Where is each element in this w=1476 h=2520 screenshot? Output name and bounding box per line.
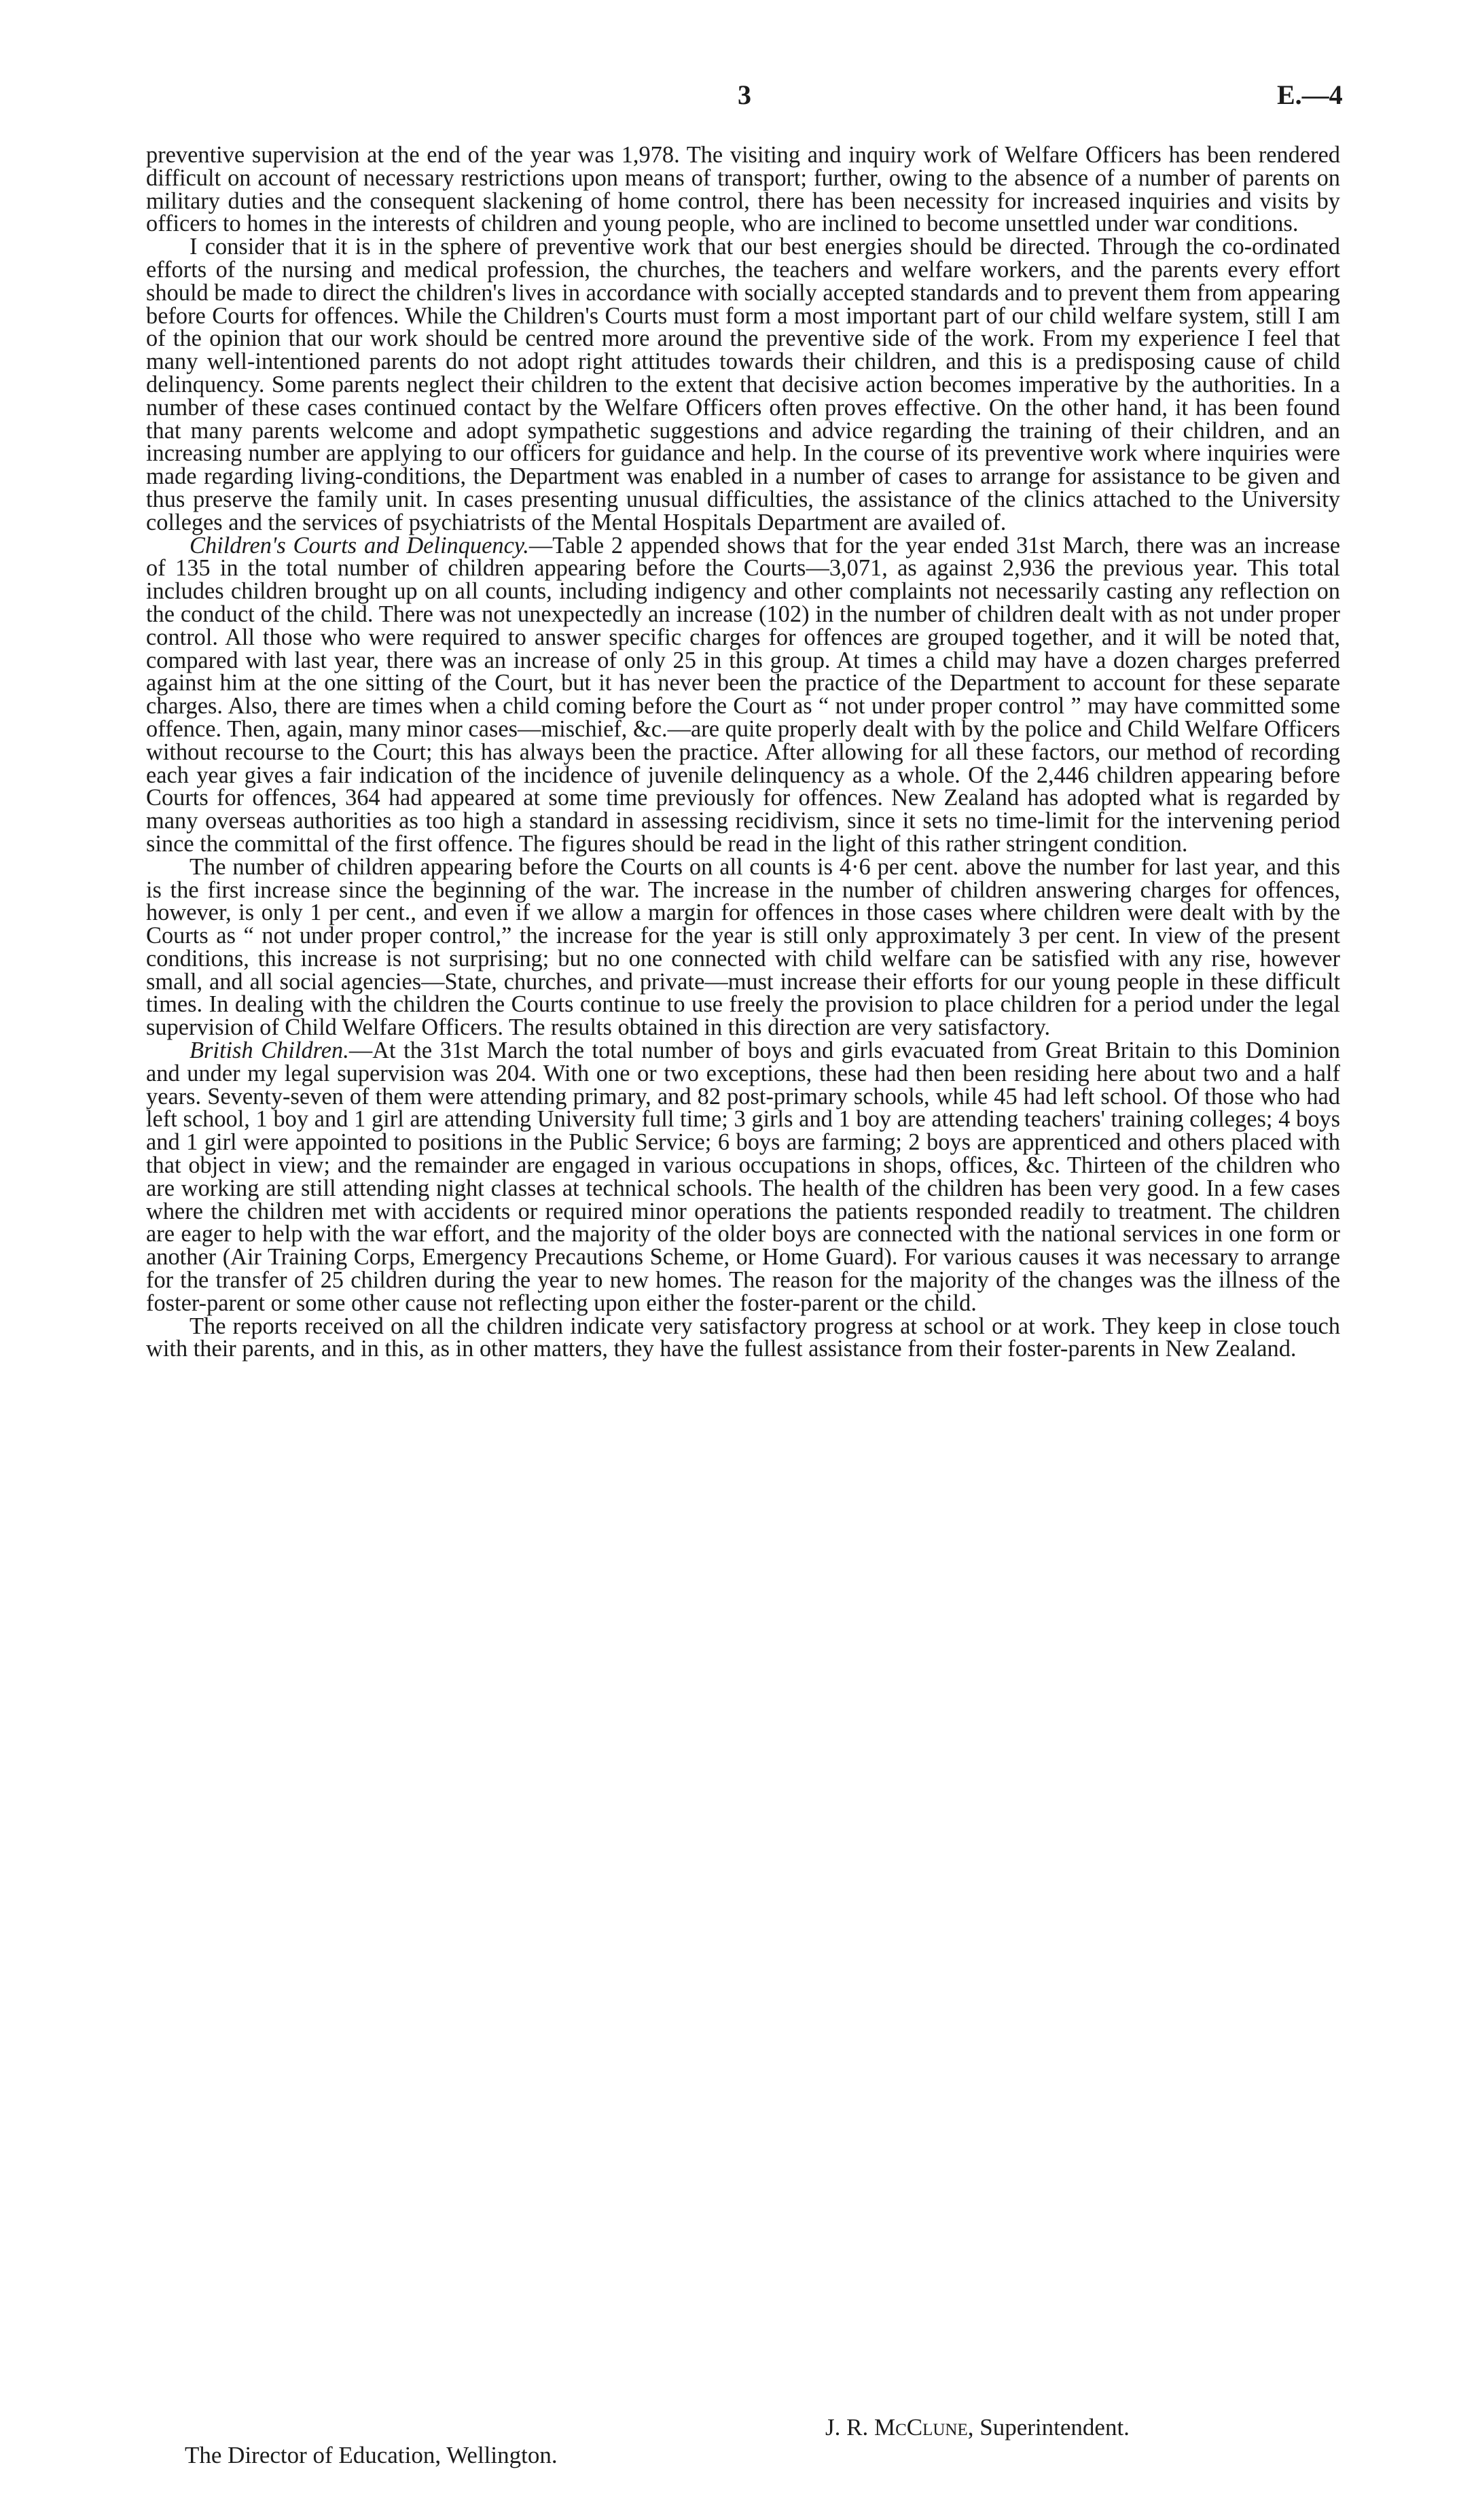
paragraph-british-children	[146, 1037, 1340, 1316]
paragraph-british-children-text: —At the 31st March the total number of boys and girls evacuated from Great Britain to this Dominion and under my legal supervision was 204. With one or two exceptions, these had then been residing here about two and a half years. Seventy-seven of them were attending primary, and 82 post-primary schools, while 45 had left school. Of those who had left school, 1 boy and 1 girl are attending University full time; 3 girls and 1 boy are attending teachers' training colleges; 4 boys and 1 girl were appointed to positions in the Public Service; 6 boys are farming; 2 boys are apprenticed and others placed with that object in view; and the remainder are engaged in various occupations in shops, offices, &c. Thirteen of the children who are working are still attending night classes at technical schools. The health of the children has been very good. In a few cases where the children met with accidents or required minor operations the patients responded readily to treatment. The children are eager to help with the war effort, and the majority of the older boys are connected with the national services in one form or another (Air Training Corps, Emergency Precautions Scheme, or Home Guard). For various causes it was necessary to arrange for the transfer of 25 children during the year to new homes. The reason for the majority of the changes was the illness of the foster-parent or some other cause not reflecting upon either the foster-parent or the child.	[146, 1037, 1340, 1316]
document-reference: E.—4	[1277, 79, 1343, 110]
paragraph-childrens-courts	[146, 532, 1340, 857]
section-heading-british-children: British Children.	[190, 1037, 349, 1064]
page-number: 3	[738, 79, 751, 110]
section-heading-childrens-courts: Children's Courts and Delinquency.	[190, 532, 529, 558]
addressee: The Director of Education, Wellington.	[185, 2442, 558, 2468]
paragraph-preventive-work: I consider that it is in the sphere of preventive work that our best energies should be directed. Through the co-ordinated efforts of the nursing and medical profession, the churches, the teachers and welfare workers, and the parents every effort should be made to direct the children's lives in accordance with socially accepted standards and to prevent them from appearing before Courts for offences. While the Children's Courts must form a most important part of our child welfare system, still I am of the opinion that our work should be centred more around the preventive side of the work. From my experience I feel that many well-intentioned parents do not adopt right attitudes towards their children, and this is a predisposing cause of child delinquency. Some parents neglect their children to the extent that decisive action becomes imperative by the authorities. In a number of these cases continued contact by the Welfare Officers often proves effective. On the other hand, it has been found that many parents welcome and adopt sympathetic suggestions and advice regarding the training of their children, and an increasing number are applying to our officers for guidance and help. In the course of its preventive work where inquiries were made regarding living-conditions, the Department was enabled in a number of cases to arrange for assistance to be given and thus preserve the family unit. In cases presenting unusual difficulties, the assistance of the clinics attached to the University colleges and the services of psychiatrists of the Mental Hospitals Department are availed of.	[146, 234, 1340, 535]
signatory-title: , Superintendent.	[967, 2414, 1130, 2441]
paragraph-childrens-courts-text: —Table 2 appended shows that for the year ended 31st March, there was an increase of 135 in the total number of children appearing before the Courts—3,071, as against 2,936 the previous year. This total includes children brought up on all counts, including indigency and other complaints not necessarily casting any reflection on the conduct of the child. There was not unexpectedly an increase (102) in the number of children dealt with as not under proper control. All those who were required to answer specific charges for offences are grouped together, and it will be noted that, compared with last year, there was an increase of only 25 in this group. At times a child may have a dozen charges preferred against him at the one sitting of the Court, but it has never been the practice of the Department to account for these separate charges. Also, there are times when a child coming before the Court as “ not under proper control ” may have committed some offence. Then, again, many minor cases—mischief, &c.—are quite properly dealt with by the police and Child Welfare Officers without recourse to the Court; this has always been the practice. After allowing for all these factors, our method of recording each year gives a fair indication of the incidence of juvenile delinquency as a whole. Of the 2,446 children appearing before Courts for offences, 364 had appeared at some time previously for offences. New Zealand has adopted what is regarded by many overseas authorities as too high a standard in assessing recidivism, since it sets no time-limit for the intervening period since the committal of the first offence. The figures should be read in the light of this rather stringent condition.	[146, 532, 1340, 857]
signature-block	[825, 2415, 1130, 2439]
paragraph-reports: The reports received on all the children indicate very satisfactory progress at school or at work. They keep in close touch with their parents, and in this, as in other matters, they have the fullest assistance from their foster-parents in New Zealand.	[146, 1313, 1340, 1362]
report-body	[146, 144, 1340, 1361]
paragraph-preventive-supervision: preventive supervision at the end of the year was 1,978. The visiting and inquiry work of Welfare Officers has been rendered difficult on account of necessary restrictions upon means of transport; further, owing to the absence of a number of parents on military duties and the consequent slackening of home control, there has been necessity for increased inquiries and visits by officers to homes in the interests of children and young people, who are inclined to become unsettled under war conditions.	[146, 142, 1340, 237]
signatory-name: J. R. McClune	[825, 2414, 968, 2441]
paragraph-court-statistics: The number of children appearing before the Courts on all counts is 4·6 per cent. above the number for last year, and this is the first increase since the beginning of the war. The increase in the number of children answering charges for offences, however, is only 1 per cent., and even if we allow a margin for offences in those cases where children were dealt with by the Courts as “ not under proper control,” the increase for the year is still only approximately 3 per cent. In view of the present conditions, this increase is not surprising; but no one connected with child welfare can be satisfied with any rise, however small, and all social agencies—State, churches, and private—must increase their efforts for our young people in these difficult times. In dealing with the children the Courts continue to use freely the provision to place children for a period under the legal supervision of Child Welfare Officers. The results obtained in this direction are very satisfactory.	[146, 853, 1340, 1041]
